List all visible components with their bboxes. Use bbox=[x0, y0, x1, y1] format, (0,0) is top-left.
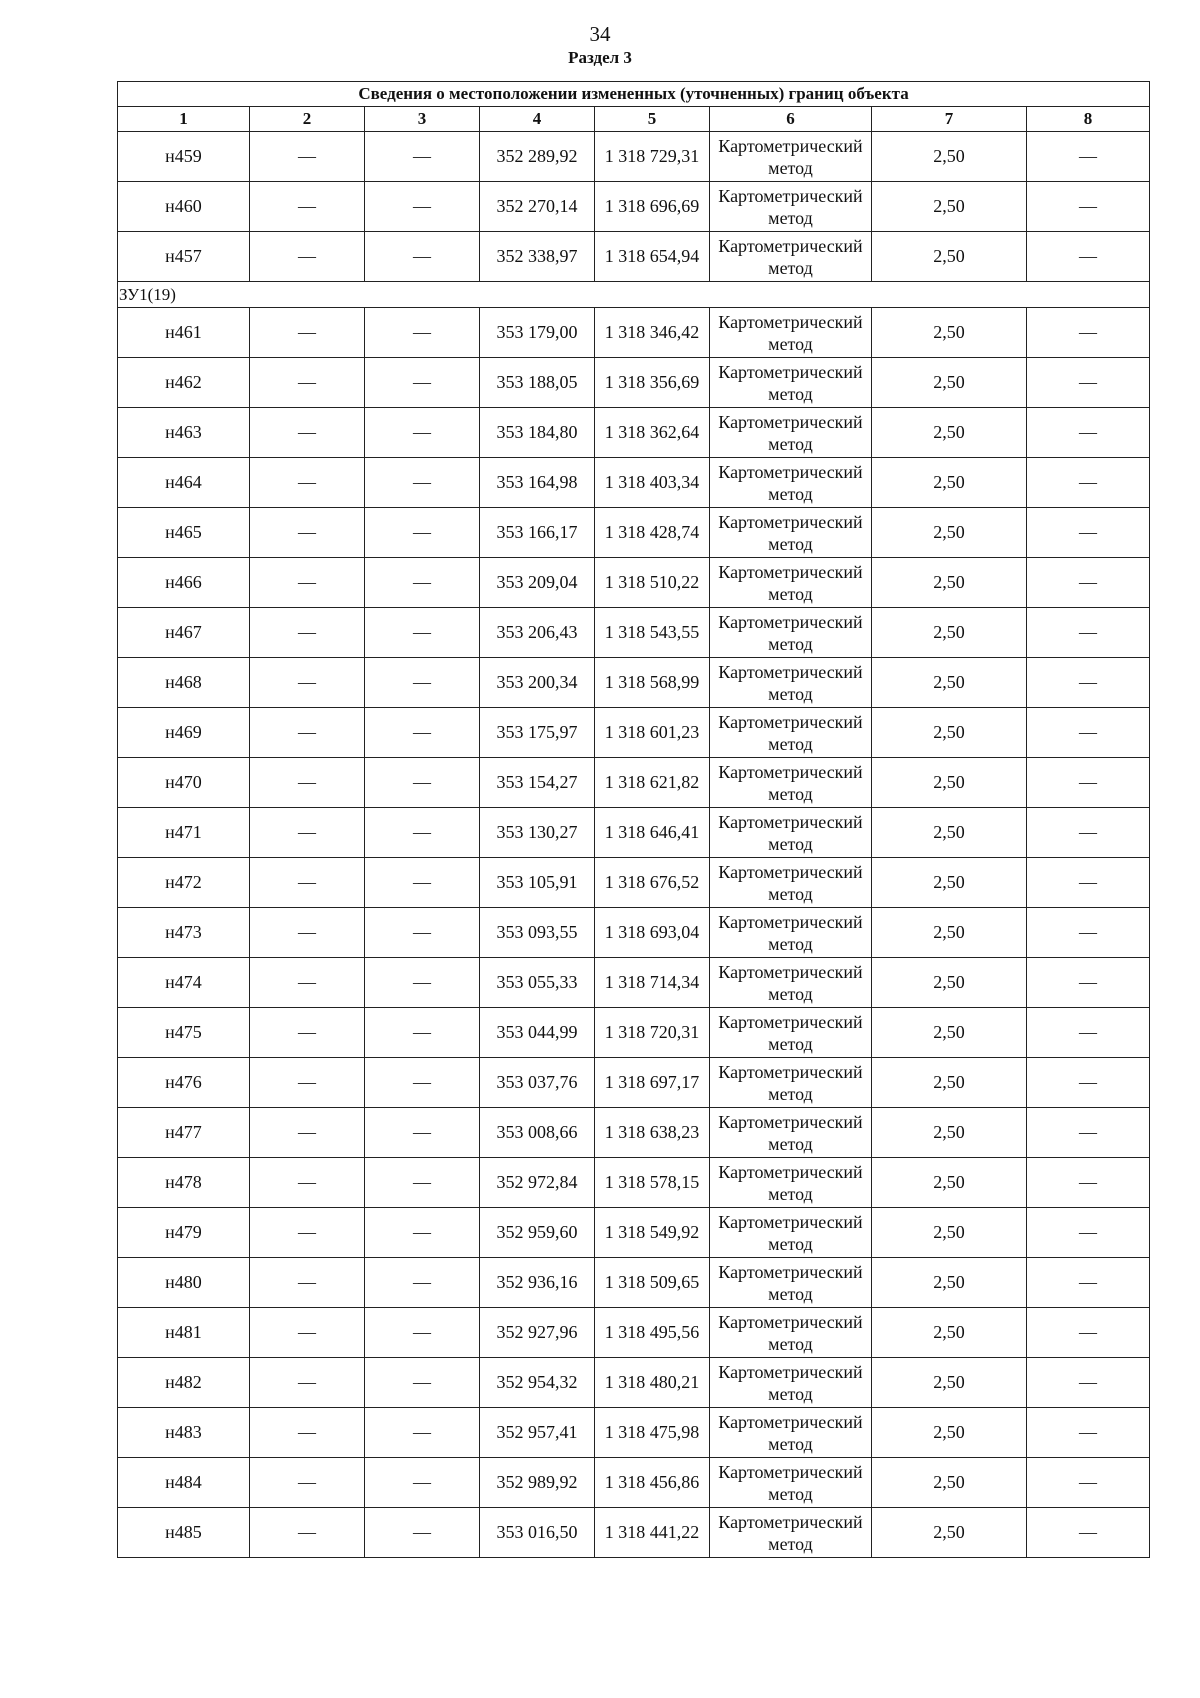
table-row bbox=[118, 658, 1150, 708]
method-cell: Картометрический метод bbox=[710, 1408, 872, 1458]
y-coordinate-cell: 1 318 676,52 bbox=[595, 858, 710, 908]
x-coordinate-cell: 353 130,27 bbox=[480, 808, 595, 858]
y-coordinate-cell: 1 318 403,34 bbox=[595, 458, 710, 508]
table-row bbox=[118, 1058, 1150, 1108]
group-row bbox=[118, 282, 1150, 308]
empty-dash-cell: — bbox=[250, 308, 365, 358]
empty-dash-cell: — bbox=[1027, 1508, 1150, 1558]
empty-dash-cell: — bbox=[1027, 908, 1150, 958]
empty-dash-cell: — bbox=[365, 1458, 480, 1508]
empty-dash-cell: — bbox=[365, 908, 480, 958]
empty-dash-cell: — bbox=[1027, 1458, 1150, 1508]
empty-dash-cell: — bbox=[250, 708, 365, 758]
empty-dash-cell: — bbox=[250, 1158, 365, 1208]
empty-dash-cell: — bbox=[365, 1408, 480, 1458]
method-cell: Картометрический метод bbox=[710, 508, 872, 558]
empty-dash-cell: — bbox=[365, 458, 480, 508]
method-cell: Картометрический метод bbox=[710, 182, 872, 232]
y-coordinate-cell: 1 318 693,04 bbox=[595, 908, 710, 958]
method-cell: Картометрический метод bbox=[710, 1158, 872, 1208]
point-id-cell: н477 bbox=[118, 1108, 250, 1158]
empty-dash-cell: — bbox=[1027, 308, 1150, 358]
point-id-cell: н464 bbox=[118, 458, 250, 508]
point-id-cell: н459 bbox=[118, 132, 250, 182]
accuracy-cell: 2,50 bbox=[872, 708, 1027, 758]
empty-dash-cell: — bbox=[250, 132, 365, 182]
empty-dash-cell: — bbox=[250, 858, 365, 908]
x-coordinate-cell: 353 184,80 bbox=[480, 408, 595, 458]
x-coordinate-cell: 353 008,66 bbox=[480, 1108, 595, 1158]
table-row bbox=[118, 408, 1150, 458]
table-row bbox=[118, 232, 1150, 282]
table-row bbox=[118, 1508, 1150, 1558]
x-coordinate-cell: 352 957,41 bbox=[480, 1408, 595, 1458]
empty-dash-cell: — bbox=[365, 308, 480, 358]
x-coordinate-cell: 353 179,00 bbox=[480, 308, 595, 358]
x-coordinate-cell: 353 209,04 bbox=[480, 558, 595, 608]
coordinates-table bbox=[117, 81, 1150, 1558]
accuracy-cell: 2,50 bbox=[872, 908, 1027, 958]
method-cell: Картометрический метод bbox=[710, 608, 872, 658]
accuracy-cell: 2,50 bbox=[872, 1358, 1027, 1408]
table-header-row bbox=[118, 107, 1150, 132]
x-coordinate-cell: 353 037,76 bbox=[480, 1058, 595, 1108]
empty-dash-cell: — bbox=[1027, 1208, 1150, 1258]
column-header: 5 bbox=[595, 107, 710, 132]
method-cell: Картометрический метод bbox=[710, 1008, 872, 1058]
empty-dash-cell: — bbox=[1027, 1058, 1150, 1108]
point-id-cell: н476 bbox=[118, 1058, 250, 1108]
table-row bbox=[118, 1308, 1150, 1358]
empty-dash-cell: — bbox=[1027, 232, 1150, 282]
accuracy-cell: 2,50 bbox=[872, 132, 1027, 182]
x-coordinate-cell: 353 016,50 bbox=[480, 1508, 595, 1558]
empty-dash-cell: — bbox=[365, 958, 480, 1008]
point-id-cell: н474 bbox=[118, 958, 250, 1008]
table-body bbox=[118, 132, 1150, 1558]
point-id-cell: н462 bbox=[118, 358, 250, 408]
table-row bbox=[118, 558, 1150, 608]
x-coordinate-cell: 353 164,98 bbox=[480, 458, 595, 508]
accuracy-cell: 2,50 bbox=[872, 308, 1027, 358]
empty-dash-cell: — bbox=[1027, 508, 1150, 558]
empty-dash-cell: — bbox=[1027, 558, 1150, 608]
empty-dash-cell: — bbox=[1027, 858, 1150, 908]
method-cell: Картометрический метод bbox=[710, 658, 872, 708]
empty-dash-cell: — bbox=[365, 1158, 480, 1208]
accuracy-cell: 2,50 bbox=[872, 608, 1027, 658]
method-cell: Картометрический метод bbox=[710, 1308, 872, 1358]
empty-dash-cell: — bbox=[250, 658, 365, 708]
method-cell: Картометрический метод bbox=[710, 308, 872, 358]
method-cell: Картометрический метод bbox=[710, 408, 872, 458]
empty-dash-cell: — bbox=[1027, 1108, 1150, 1158]
y-coordinate-cell: 1 318 601,23 bbox=[595, 708, 710, 758]
accuracy-cell: 2,50 bbox=[872, 558, 1027, 608]
x-coordinate-cell: 352 959,60 bbox=[480, 1208, 595, 1258]
empty-dash-cell: — bbox=[250, 808, 365, 858]
empty-dash-cell: — bbox=[365, 1008, 480, 1058]
y-coordinate-cell: 1 318 696,69 bbox=[595, 182, 710, 232]
point-id-cell: н463 bbox=[118, 408, 250, 458]
empty-dash-cell: — bbox=[1027, 408, 1150, 458]
empty-dash-cell: — bbox=[365, 1308, 480, 1358]
empty-dash-cell: — bbox=[365, 132, 480, 182]
empty-dash-cell: — bbox=[1027, 1158, 1150, 1208]
y-coordinate-cell: 1 318 697,17 bbox=[595, 1058, 710, 1108]
empty-dash-cell: — bbox=[250, 1258, 365, 1308]
method-cell: Картометрический метод bbox=[710, 758, 872, 808]
empty-dash-cell: — bbox=[365, 558, 480, 608]
method-cell: Картометрический метод bbox=[710, 1108, 872, 1158]
empty-dash-cell: — bbox=[250, 408, 365, 458]
empty-dash-cell: — bbox=[365, 182, 480, 232]
x-coordinate-cell: 352 338,97 bbox=[480, 232, 595, 282]
column-header: 8 bbox=[1027, 107, 1150, 132]
column-header: 4 bbox=[480, 107, 595, 132]
point-id-cell: н485 bbox=[118, 1508, 250, 1558]
x-coordinate-cell: 352 927,96 bbox=[480, 1308, 595, 1358]
y-coordinate-cell: 1 318 480,21 bbox=[595, 1358, 710, 1408]
empty-dash-cell: — bbox=[250, 908, 365, 958]
point-id-cell: н466 bbox=[118, 558, 250, 608]
empty-dash-cell: — bbox=[250, 1058, 365, 1108]
empty-dash-cell: — bbox=[1027, 1008, 1150, 1058]
empty-dash-cell: — bbox=[365, 608, 480, 658]
point-id-cell: н473 bbox=[118, 908, 250, 958]
empty-dash-cell: — bbox=[365, 232, 480, 282]
column-header: 3 bbox=[365, 107, 480, 132]
table-row bbox=[118, 808, 1150, 858]
column-header: 2 bbox=[250, 107, 365, 132]
y-coordinate-cell: 1 318 638,23 bbox=[595, 1108, 710, 1158]
point-id-cell: н457 bbox=[118, 232, 250, 282]
x-coordinate-cell: 352 270,14 bbox=[480, 182, 595, 232]
x-coordinate-cell: 353 166,17 bbox=[480, 508, 595, 558]
empty-dash-cell: — bbox=[365, 1258, 480, 1308]
method-cell: Картометрический метод bbox=[710, 958, 872, 1008]
y-coordinate-cell: 1 318 543,55 bbox=[595, 608, 710, 658]
group-label: ЗУ1(19) bbox=[118, 282, 1150, 308]
accuracy-cell: 2,50 bbox=[872, 358, 1027, 408]
empty-dash-cell: — bbox=[1027, 608, 1150, 658]
y-coordinate-cell: 1 318 510,22 bbox=[595, 558, 710, 608]
x-coordinate-cell: 353 044,99 bbox=[480, 1008, 595, 1058]
method-cell: Картометрический метод bbox=[710, 458, 872, 508]
empty-dash-cell: — bbox=[1027, 658, 1150, 708]
table-row bbox=[118, 708, 1150, 758]
table-row bbox=[118, 1108, 1150, 1158]
x-coordinate-cell: 353 055,33 bbox=[480, 958, 595, 1008]
empty-dash-cell: — bbox=[250, 758, 365, 808]
accuracy-cell: 2,50 bbox=[872, 1408, 1027, 1458]
empty-dash-cell: — bbox=[365, 1208, 480, 1258]
empty-dash-cell: — bbox=[365, 408, 480, 458]
y-coordinate-cell: 1 318 646,41 bbox=[595, 808, 710, 858]
method-cell: Картометрический метод bbox=[710, 808, 872, 858]
empty-dash-cell: — bbox=[250, 1358, 365, 1408]
accuracy-cell: 2,50 bbox=[872, 232, 1027, 282]
column-header: 6 bbox=[710, 107, 872, 132]
point-id-cell: н460 bbox=[118, 182, 250, 232]
empty-dash-cell: — bbox=[1027, 1358, 1150, 1408]
point-id-cell: н461 bbox=[118, 308, 250, 358]
table-row bbox=[118, 1258, 1150, 1308]
empty-dash-cell: — bbox=[250, 182, 365, 232]
table-row bbox=[118, 1458, 1150, 1508]
accuracy-cell: 2,50 bbox=[872, 1208, 1027, 1258]
method-cell: Картометрический метод bbox=[710, 1508, 872, 1558]
empty-dash-cell: — bbox=[250, 1408, 365, 1458]
empty-dash-cell: — bbox=[1027, 358, 1150, 408]
empty-dash-cell: — bbox=[250, 958, 365, 1008]
empty-dash-cell: — bbox=[250, 1108, 365, 1158]
method-cell: Картометрический метод bbox=[710, 858, 872, 908]
empty-dash-cell: — bbox=[365, 1358, 480, 1408]
accuracy-cell: 2,50 bbox=[872, 182, 1027, 232]
empty-dash-cell: — bbox=[250, 232, 365, 282]
accuracy-cell: 2,50 bbox=[872, 1508, 1027, 1558]
empty-dash-cell: — bbox=[1027, 708, 1150, 758]
accuracy-cell: 2,50 bbox=[872, 1008, 1027, 1058]
y-coordinate-cell: 1 318 549,92 bbox=[595, 1208, 710, 1258]
accuracy-cell: 2,50 bbox=[872, 1308, 1027, 1358]
empty-dash-cell: — bbox=[250, 508, 365, 558]
table-row bbox=[118, 858, 1150, 908]
accuracy-cell: 2,50 bbox=[872, 408, 1027, 458]
accuracy-cell: 2,50 bbox=[872, 1108, 1027, 1158]
empty-dash-cell: — bbox=[250, 1458, 365, 1508]
x-coordinate-cell: 353 093,55 bbox=[480, 908, 595, 958]
accuracy-cell: 2,50 bbox=[872, 808, 1027, 858]
y-coordinate-cell: 1 318 720,31 bbox=[595, 1008, 710, 1058]
x-coordinate-cell: 353 175,97 bbox=[480, 708, 595, 758]
table-row bbox=[118, 308, 1150, 358]
x-coordinate-cell: 352 954,32 bbox=[480, 1358, 595, 1408]
point-id-cell: н468 bbox=[118, 658, 250, 708]
empty-dash-cell: — bbox=[1027, 758, 1150, 808]
empty-dash-cell: — bbox=[1027, 458, 1150, 508]
empty-dash-cell: — bbox=[250, 1208, 365, 1258]
method-cell: Картометрический метод bbox=[710, 1208, 872, 1258]
point-id-cell: н470 bbox=[118, 758, 250, 808]
x-coordinate-cell: 352 972,84 bbox=[480, 1158, 595, 1208]
empty-dash-cell: — bbox=[250, 558, 365, 608]
accuracy-cell: 2,50 bbox=[872, 508, 1027, 558]
empty-dash-cell: — bbox=[365, 658, 480, 708]
empty-dash-cell: — bbox=[365, 808, 480, 858]
point-id-cell: н479 bbox=[118, 1208, 250, 1258]
table-row bbox=[118, 358, 1150, 408]
empty-dash-cell: — bbox=[250, 1508, 365, 1558]
y-coordinate-cell: 1 318 578,15 bbox=[595, 1158, 710, 1208]
empty-dash-cell: — bbox=[1027, 1308, 1150, 1358]
point-id-cell: н482 bbox=[118, 1358, 250, 1408]
empty-dash-cell: — bbox=[1027, 1408, 1150, 1458]
table-caption-row bbox=[118, 82, 1150, 107]
empty-dash-cell: — bbox=[365, 1508, 480, 1558]
accuracy-cell: 2,50 bbox=[872, 958, 1027, 1008]
accuracy-cell: 2,50 bbox=[872, 658, 1027, 708]
point-id-cell: н467 bbox=[118, 608, 250, 658]
empty-dash-cell: — bbox=[250, 458, 365, 508]
y-coordinate-cell: 1 318 441,22 bbox=[595, 1508, 710, 1558]
method-cell: Картометрический метод bbox=[710, 1258, 872, 1308]
table-row bbox=[118, 182, 1150, 232]
method-cell: Картометрический метод bbox=[710, 1458, 872, 1508]
method-cell: Картометрический метод bbox=[710, 1058, 872, 1108]
point-id-cell: н472 bbox=[118, 858, 250, 908]
empty-dash-cell: — bbox=[250, 358, 365, 408]
empty-dash-cell: — bbox=[1027, 182, 1150, 232]
empty-dash-cell: — bbox=[365, 358, 480, 408]
table-row bbox=[118, 758, 1150, 808]
empty-dash-cell: — bbox=[250, 1008, 365, 1058]
accuracy-cell: 2,50 bbox=[872, 1458, 1027, 1508]
y-coordinate-cell: 1 318 654,94 bbox=[595, 232, 710, 282]
x-coordinate-cell: 352 989,92 bbox=[480, 1458, 595, 1508]
y-coordinate-cell: 1 318 568,99 bbox=[595, 658, 710, 708]
table-row bbox=[118, 908, 1150, 958]
method-cell: Картометрический метод bbox=[710, 1358, 872, 1408]
empty-dash-cell: — bbox=[365, 858, 480, 908]
accuracy-cell: 2,50 bbox=[872, 1158, 1027, 1208]
empty-dash-cell: — bbox=[250, 1308, 365, 1358]
accuracy-cell: 2,50 bbox=[872, 758, 1027, 808]
x-coordinate-cell: 353 206,43 bbox=[480, 608, 595, 658]
table-row bbox=[118, 508, 1150, 558]
point-id-cell: н483 bbox=[118, 1408, 250, 1458]
point-id-cell: н484 bbox=[118, 1458, 250, 1508]
y-coordinate-cell: 1 318 456,86 bbox=[595, 1458, 710, 1508]
table-row bbox=[118, 1358, 1150, 1408]
empty-dash-cell: — bbox=[365, 1058, 480, 1108]
empty-dash-cell: — bbox=[1027, 808, 1150, 858]
column-header: 1 bbox=[118, 107, 250, 132]
empty-dash-cell: — bbox=[250, 608, 365, 658]
point-id-cell: н478 bbox=[118, 1158, 250, 1208]
accuracy-cell: 2,50 bbox=[872, 1258, 1027, 1308]
empty-dash-cell: — bbox=[365, 708, 480, 758]
point-id-cell: н469 bbox=[118, 708, 250, 758]
point-id-cell: н471 bbox=[118, 808, 250, 858]
empty-dash-cell: — bbox=[365, 758, 480, 808]
method-cell: Картометрический метод bbox=[710, 708, 872, 758]
x-coordinate-cell: 353 188,05 bbox=[480, 358, 595, 408]
page-number: 34 bbox=[589, 22, 611, 46]
y-coordinate-cell: 1 318 509,65 bbox=[595, 1258, 710, 1308]
point-id-cell: н475 bbox=[118, 1008, 250, 1058]
y-coordinate-cell: 1 318 346,42 bbox=[595, 308, 710, 358]
empty-dash-cell: — bbox=[365, 1108, 480, 1158]
table-row bbox=[118, 458, 1150, 508]
method-cell: Картометрический метод bbox=[710, 358, 872, 408]
accuracy-cell: 2,50 bbox=[872, 1058, 1027, 1108]
y-coordinate-cell: 1 318 428,74 bbox=[595, 508, 710, 558]
x-coordinate-cell: 353 105,91 bbox=[480, 858, 595, 908]
empty-dash-cell: — bbox=[1027, 1258, 1150, 1308]
x-coordinate-cell: 352 289,92 bbox=[480, 132, 595, 182]
y-coordinate-cell: 1 318 621,82 bbox=[595, 758, 710, 808]
table-row bbox=[118, 958, 1150, 1008]
column-header: 7 bbox=[872, 107, 1027, 132]
accuracy-cell: 2,50 bbox=[872, 458, 1027, 508]
table-row bbox=[118, 1208, 1150, 1258]
y-coordinate-cell: 1 318 475,98 bbox=[595, 1408, 710, 1458]
point-id-cell: н465 bbox=[118, 508, 250, 558]
y-coordinate-cell: 1 318 495,56 bbox=[595, 1308, 710, 1358]
point-id-cell: н480 bbox=[118, 1258, 250, 1308]
empty-dash-cell: — bbox=[1027, 132, 1150, 182]
y-coordinate-cell: 1 318 729,31 bbox=[595, 132, 710, 182]
method-cell: Картометрический метод bbox=[710, 558, 872, 608]
table-row bbox=[118, 132, 1150, 182]
point-id-cell: н481 bbox=[118, 1308, 250, 1358]
x-coordinate-cell: 353 154,27 bbox=[480, 758, 595, 808]
table-row bbox=[118, 1158, 1150, 1208]
empty-dash-cell: — bbox=[1027, 958, 1150, 1008]
table-row bbox=[118, 1408, 1150, 1458]
method-cell: Картометрический метод bbox=[710, 132, 872, 182]
method-cell: Картометрический метод bbox=[710, 232, 872, 282]
table-row bbox=[118, 1008, 1150, 1058]
method-cell: Картометрический метод bbox=[710, 908, 872, 958]
x-coordinate-cell: 352 936,16 bbox=[480, 1258, 595, 1308]
accuracy-cell: 2,50 bbox=[872, 858, 1027, 908]
empty-dash-cell: — bbox=[365, 508, 480, 558]
y-coordinate-cell: 1 318 356,69 bbox=[595, 358, 710, 408]
y-coordinate-cell: 1 318 362,64 bbox=[595, 408, 710, 458]
y-coordinate-cell: 1 318 714,34 bbox=[595, 958, 710, 1008]
table-caption: Сведения о местоположении измененных (уточненных) границ объекта bbox=[118, 82, 1150, 107]
section-title: Раздел 3 bbox=[568, 48, 632, 67]
x-coordinate-cell: 353 200,34 bbox=[480, 658, 595, 708]
table-row bbox=[118, 608, 1150, 658]
